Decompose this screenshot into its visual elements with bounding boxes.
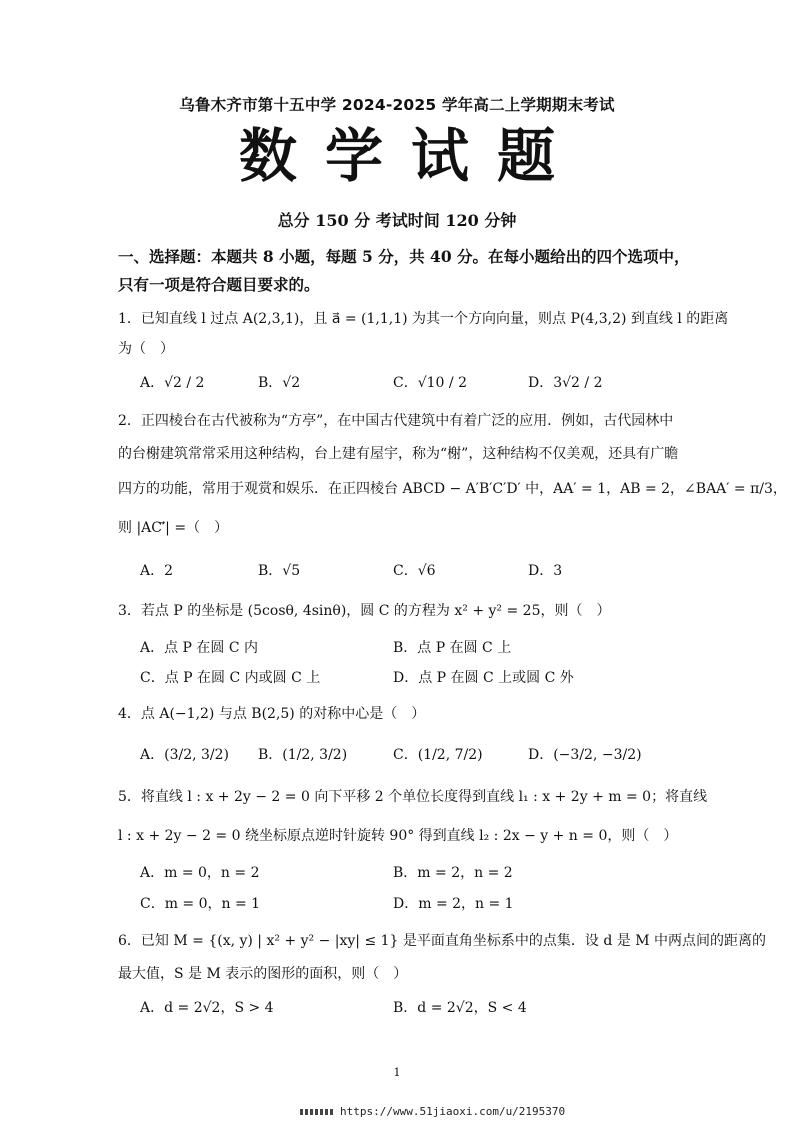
footer-url[interactable]	[300, 1105, 565, 1118]
exam-title: 数学试题	[238, 122, 583, 190]
question-1-line-1: 1．已知直线 l 过点 A(2,3,1)，且 a⃗ = (1,1,1) 为其一个方向向量，则点 P(4,3,2) 到直线 l 的距离	[118, 311, 729, 327]
question-2-option-c: C．√6	[393, 563, 436, 579]
question-3-option-a: A．点 P 在圆 C 内	[140, 640, 259, 656]
question-2-line-3: 四方的功能，常用于观赏和娱乐．在正四棱台 ABCD − A′B′C′D′ 中，AA′ = 1，AB = 2，∠BAA′ = π/3，	[118, 481, 787, 497]
question-1-option-c: C．√10 / 2	[393, 375, 467, 391]
page-number: 1	[393, 1066, 401, 1079]
question-5-option-c: C．m = 0，n = 1	[140, 896, 261, 912]
section-heading-line-2: 只有一项是符合题目要求的。	[118, 275, 320, 294]
exam-school-line: 乌鲁木齐市第十五中学 2024-2025 学年高二上学期期末考试	[179, 96, 615, 114]
question-6-line-2: 最大值，S 是 M 表示的图形的面积，则（ ）	[118, 966, 408, 982]
question-1-option-d: D．3√2 / 2	[528, 375, 603, 391]
question-3-option-b: B．点 P 在圆 C 上	[393, 640, 512, 656]
question-5-option-a: A．m = 0，n = 2	[140, 865, 260, 881]
footer-url-text[interactable]: https://www.51jiaoxi.com/u/2195370	[340, 1105, 566, 1118]
question-6-line-1: 6．已知 M = {(x, y) | x² + y² − |xy| ≤ 1} 是平面直角坐标系中的点集．设 d 是 M 中两点间的距离的	[118, 933, 766, 949]
question-4-option-c: C．(1/2, 7/2)	[393, 747, 483, 763]
question-4-option-b: B．(1/2, 3/2)	[258, 747, 348, 763]
exam-info: 总分 150 分 考试时间 120 分钟	[277, 211, 517, 230]
question-2-line-4: 则 |AC′⃗| =（ ）	[118, 520, 229, 536]
question-2-option-d: D．3	[528, 563, 563, 579]
question-5-line-2: l : x + 2y − 2 = 0 绕坐标原点逆时针旋转 90° 得到直线 l₂ : 2x − y + n = 0，则（ ）	[118, 828, 678, 844]
question-4-line-1: 4．点 A(−1,2) 与点 B(2,5) 的对称中心是（ ）	[118, 706, 426, 722]
question-1-option-a: A．√2 / 2	[140, 375, 205, 391]
question-6-option-b: B．d = 2√2，S < 4	[393, 1000, 527, 1016]
section-heading-line-1: 一、选择题：本题共 8 小题，每题 5 分，共 40 分。在每小题给出的四个选项中，	[118, 247, 690, 266]
question-2-line-2: 的台榭建筑常常采用这种结构，台上建有屋宇，称为“榭”，这种结构不仅美观，还具有广瞻	[118, 446, 679, 462]
question-4-option-d: D．(−3/2, −3/2)	[528, 747, 642, 763]
question-5-option-b: B．m = 2，n = 2	[393, 865, 513, 881]
watermark-logo-icon	[300, 1109, 334, 1115]
question-6-option-a: A．d = 2√2，S > 4	[140, 1000, 274, 1016]
question-2-option-b: B．√5	[258, 563, 301, 579]
question-2-option-a: A．2	[140, 563, 174, 579]
question-3-option-c: C．点 P 在圆 C 内或圆 C 上	[140, 670, 321, 686]
question-3-option-d: D．点 P 在圆 C 上或圆 C 外	[393, 670, 574, 686]
question-1-line-2: 为（ ）	[118, 341, 174, 357]
question-5-option-d: D．m = 2，n = 1	[393, 896, 514, 912]
question-4-option-a: A．(3/2, 3/2)	[140, 747, 229, 763]
question-1-option-b: B．√2	[258, 375, 301, 391]
question-3-line-1: 3．若点 P 的坐标是 (5cosθ, 4sinθ)，圆 C 的方程为 x² + y² = 25，则（ ）	[118, 603, 611, 619]
question-5-line-1: 5．将直线 l : x + 2y − 2 = 0 向下平移 2 个单位长度得到直线 l₁ : x + 2y + m = 0；将直线	[118, 789, 708, 805]
question-2-line-1: 2．正四棱台在古代被称为“方亭”，在中国古代建筑中有着广泛的应用．例如，古代园林中	[118, 413, 674, 429]
